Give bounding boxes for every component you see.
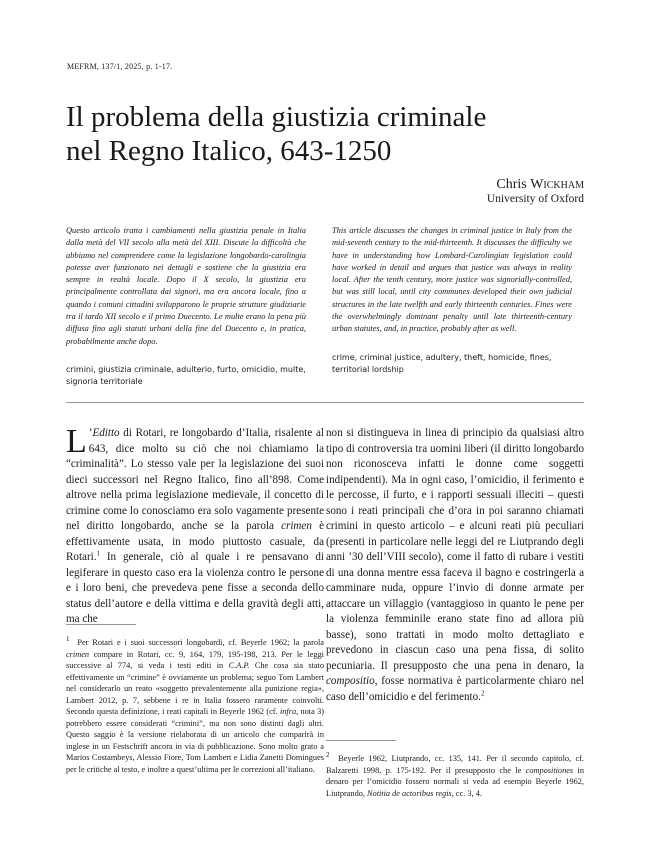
- footnote-text: Che cosa sia stato effettivamente un “crimine” è ovviamente un problema; seguo Tom Lambert nel considerarlo un reato «soggetto prevalentemente alla punizione regia», Lambert 2012, p. 7, sebbene i re in Italia fossero raramente coinvolti. Secondo questa definizione, i reati capitali in Beyerle 1962 (cf.: [66, 661, 324, 716]
- footnote-divider: [326, 740, 396, 741]
- body-text-italic: Editto: [92, 427, 120, 439]
- title-line-1: Il problema della giustizia criminale: [66, 101, 487, 133]
- body-text: non si distingueva in linea di principio da qualsiasi altro tipo di controversia tra uomini liberi (il diritto longobardo non riconosceva infatti le donne come soggetti indipendenti). Ma in ogni caso, l’omicidio, il ferimento e le percosse, il furto, e i rapporti sessuali illeciti – questi sono i reati principali che d’ora in poi saranno chiamati crimini in questo articolo – e alcuni reati più peculiari (presenti in particolare nelle leggi del re Liutprando degli anni ’30 dell’VIII secolo), come il fatto di rubare i vestiti di una donna mentre essa faceva il bagno e costringerla a camminare nuda, oppure l’invio di donne armate per attaccare un villaggio (vantaggioso in quanto le pene per la violenza femminile erano state fino ad allora più basse), sono trattati in modo molto dettagliato e prevedono in ciascun caso una pena fissa, di solito pecuniaria. Il presupposto che una pena in denaro, la: [326, 427, 584, 672]
- author-last-name: Wickham: [530, 177, 584, 192]
- body-column-left: [66, 423, 324, 628]
- footnote-text: , nota 3) potrebbero essere considerati “crimini”, ma non sono distinti dagli altri. Questo saggio è la versione rielaborata di un articolo che comparirà in inglese in un Festschrift ancora in via di pubblicazione. Sono molto grato a Marios Costambeys, Alessio Fiore, Tom Lambert e Lidia Zanetti Domingues per le critiche al testo, e inoltre a quest’ultima per le correzioni all’italiano.: [66, 707, 325, 774]
- author-first-name: Chris: [496, 177, 527, 192]
- author-name: [496, 176, 584, 193]
- body-text: ’: [88, 427, 93, 439]
- article-title: [66, 100, 596, 168]
- footnote-text: , cc. 3, 4.: [451, 788, 482, 798]
- footnote-text: Beyerle 1962, Liutprando, cc. 135, 141. Per il secondo capitolo, cf. Balzaretti 1998, p. 175-192. Per il presupposto che le: [326, 754, 584, 775]
- footnote-text-italic: Notitia de actoribus regis: [367, 788, 452, 798]
- section-divider: [66, 402, 584, 403]
- footnote-text-italic: crimen: [66, 649, 90, 659]
- footnote-ref-2[interactable]: 2: [480, 688, 485, 697]
- footnote-divider: [66, 624, 136, 625]
- body-text-italic: compositio: [326, 675, 375, 687]
- body-text: di Rotari, re longobardo d’Italia, risalente al 643, dice molto su ciò che noi chiamiamo la “criminalità”. Lo stesso vale per la legislazione dei suoi dieci successori nel Regno Italico, fino all’898. Come altrove nella prima legislazione medievale, il concetto di crimine come lo conosciamo era solo vagamente presente nel diritto longobardo, anche se la parola: [66, 427, 324, 532]
- journal-reference: MEFRM, 137/1, 2025, p. 1-17.: [67, 62, 173, 71]
- footnote-text-italic: infra: [279, 707, 297, 716]
- footnote-2: [326, 753, 584, 799]
- footnote-text: Per Rotari e i suoi successori longobardi, cf. Beyerle 1962; la parola: [77, 638, 324, 647]
- footnote-1: [66, 637, 324, 775]
- footnote-text: in denaro per l’omicidio fossero normali si veda ad esempio Beyerle 1962, Liutprando,: [326, 765, 585, 798]
- abstract-italian: Questo articolo tratta i cambiamenti nella giustizia penale in Italia dalla metà del VII secolo alla metà del XIII. Discute la difficoltà che abbiamo nel comprendere come la legislazione longobardo-carolingia potesse aver funzionato nei dettagli e sostiene che la giustizia era sempre in realtà locale. Dopo il X secolo, la giustizia era principalmente controllata dai signori, ma era ancora locale, fino a quando i comuni cittadini svilupparono le proprie strutture giudiziarie tra il tardo XII secolo e il primo Duecento. Le multe erano la pena più diffusa fino agli statuti urbani della fine del Duecento e, in pratica, probabilmente anche dopo.: [66, 226, 306, 346]
- footnote-ref-1[interactable]: 1: [96, 549, 101, 558]
- footnote-number: 2: [326, 751, 330, 760]
- body-text-italic: crimen: [281, 520, 312, 532]
- title-line-2: nel Regno Italico, 643-1250: [66, 135, 392, 167]
- body-text: , fosse normativa è particolarmente chiaro nel caso dell’omicidio e del ferimento.: [326, 675, 584, 703]
- author-affiliation: University of Oxford: [486, 193, 584, 205]
- body-text: In generale, ciò al quale i re pensavano di legiferare in questo caso era la violenza contro le persone e i loro beni, che prevedeva pene fisse a seconda dello status dell’autore e della vittima e della gravità degli atti, ma che: [66, 551, 324, 625]
- keywords-english: crime, criminal justice, adultery, theft, homicide, fines, territorial lordship: [332, 353, 552, 375]
- abstract-english: This article discusses the changes in criminal justice in Italy from the mid-seventh century to the mid-thirteenth. It discusses the difficulty we have in understanding how Lombard-Carolingian legislation could have worked in detail and argues that justice was always in reality local. After the tenth century, more justice was signorially-controlled, but was still local, until city communes developed their own judicial structures in the late twelfth and early thirteenth centuries. Fines were the overwhelmingly dominant penalty until late thirteenth-century urban statutes, and, in practice, probably after as well.: [332, 226, 572, 334]
- body-column-right: [326, 426, 584, 705]
- body-text: è effettivamente usata, in modo piuttosto casuale, da Rotari.: [66, 520, 324, 563]
- footnote-text: compare in Rotari, cc. 9, 164, 179, 195-198, 213. Per le leggi successive al 774, si veda i testi editi in: [66, 649, 324, 670]
- drop-cap: L: [66, 423, 87, 460]
- footnote-text-italic: C.A.P.: [228, 661, 250, 670]
- keywords-italian: crimini, giustizia criminale, adulterio, furto, omicidio, multe, signoria territoriale: [66, 365, 306, 387]
- footnote-text-italic: compositiones: [525, 765, 574, 775]
- footnote-number: 1: [66, 635, 70, 644]
